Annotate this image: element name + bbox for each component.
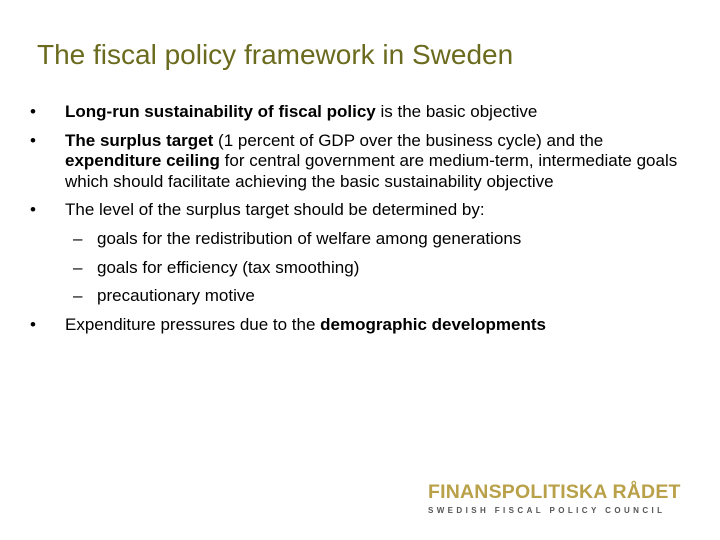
logo-name: FINANSPOLITISKA RÅDET [428,481,681,503]
slide-title: The fiscal policy framework in Sweden [37,39,514,70]
bullet-bold-text: expenditure ceiling [65,151,220,171]
bullet-item-surplus-level [0,196,720,225]
bullet-list [0,98,720,340]
dash-icon: – [73,229,83,249]
sub-item-precautionary [0,282,720,311]
bullet-text: is the basic objective [375,102,538,121]
bullet-item-surplus-target [0,127,720,197]
sub-item-text: precautionary motive [97,286,255,306]
bullet-item-sustainability [0,98,720,127]
bullet-bold-text: Long-run sustainability of fiscal policy [65,102,376,121]
sub-item-text: goals for the redistribution of welfare among generations [97,229,522,249]
bullet-dot-icon: • [30,200,36,220]
bullet-dot-icon: • [30,315,36,335]
bullet-bold-text: demographic developments [320,315,546,335]
bullet-dot-icon: • [30,102,36,121]
bullet-bold-text: The surplus target [65,130,214,150]
bullet-text: The level of the surplus target should be determined by: [65,200,485,220]
bullet-text: Expenditure pressures due to the [65,315,321,335]
bullet-text: (1 percent of GDP over the business cycle) and the [213,130,604,150]
dash-icon: – [73,286,83,306]
bullet-text: for central government are medium-term, intermediate goals which should facilitate achieving the basic sustainability objective [65,151,678,191]
sub-item-efficiency [0,254,720,283]
sub-item-redistribution [0,225,720,254]
dash-icon: – [73,257,83,277]
sub-item-text: goals for efficiency (tax smoothing) [97,257,360,277]
council-logo [428,480,688,517]
bullet-item-expenditure-pressures [0,311,720,340]
logo-tagline: SWEDISH FISCAL POLICY COUNCIL [428,506,666,515]
bullet-dot-icon: • [30,130,36,150]
